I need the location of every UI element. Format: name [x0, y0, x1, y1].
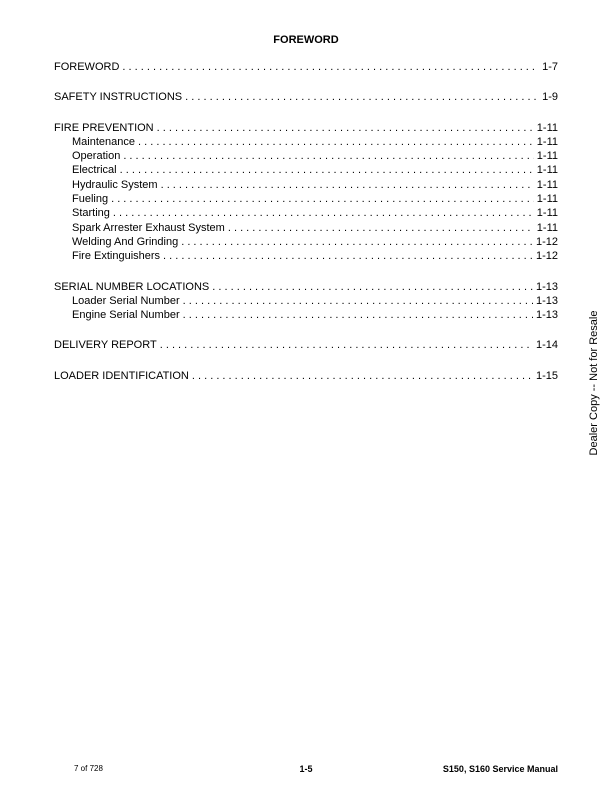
toc-subentry: [54, 149, 558, 163]
toc-subentry: [54, 294, 558, 308]
toc-dot-leader: [113, 206, 534, 220]
side-watermark-text: Dealer Copy -- Not for Resale: [588, 310, 600, 456]
toc-dot-leader: [123, 149, 533, 163]
toc-subentry: [54, 163, 558, 177]
toc-entry-label: Starting: [72, 207, 110, 220]
toc-entry-label: SERIAL NUMBER LOCATIONS: [54, 280, 210, 293]
toc-group: [54, 121, 558, 264]
toc-entry-page: 1-11: [536, 164, 558, 177]
toc-entry-page: 1-13: [535, 294, 558, 307]
toc-entry-page: 1-11: [536, 193, 558, 206]
toc-entry-label: LOADER IDENTIFICATION: [54, 369, 189, 382]
toc-dot-leader: [183, 308, 533, 322]
toc-dot-leader: [183, 294, 533, 308]
toc-subentry: [54, 135, 558, 149]
toc-entry-page: 1-12: [535, 235, 558, 248]
toc-entry-label: Electrical: [72, 164, 117, 177]
page-title: FOREWORD: [273, 34, 339, 46]
toc-entry-label: Welding And Grinding: [72, 235, 179, 248]
toc-entry-page: 1-13: [535, 309, 558, 322]
toc-group: [54, 90, 558, 104]
toc-entry-label: Loader Serial Number: [72, 294, 180, 307]
toc-entry-page: 1-13: [535, 280, 558, 293]
toc-entry-label: Maintenance: [72, 135, 135, 148]
toc-entry-page: 1-11: [536, 178, 558, 191]
toc-entry: [54, 338, 558, 352]
toc-entry: [54, 90, 558, 104]
toc-entry-label: FOREWORD: [54, 61, 120, 73]
toc-dot-leader: [192, 369, 533, 383]
toc-group: [54, 338, 558, 352]
toc-group: [54, 280, 558, 323]
footer-page-count: 7 of 728: [74, 764, 103, 773]
toc-entry: [54, 60, 558, 74]
toc-dot-leader: [120, 163, 534, 177]
toc-entry-label: DELIVERY REPORT: [54, 339, 157, 352]
toc-dot-leader: [185, 90, 539, 104]
toc-entry-page: 1-14: [535, 339, 558, 352]
toc-entry-page: 1-11: [536, 207, 558, 220]
toc-subentry: [54, 235, 558, 249]
toc-dot-leader: [163, 249, 533, 263]
toc-dot-leader: [111, 192, 534, 206]
toc-subentry: [54, 249, 558, 263]
footer-manual-title: S150, S160 Service Manual: [442, 764, 558, 774]
toc-entry-label: Operation: [72, 150, 121, 163]
toc-dot-leader: [181, 235, 533, 249]
toc-entry-label: SAFETY INSTRUCTIONS: [54, 91, 183, 104]
toc-entry-page: 1-15: [535, 369, 558, 382]
toc-subentry: [54, 308, 558, 322]
toc-dot-leader: [160, 338, 533, 352]
toc-entry-page: 1-11: [536, 121, 558, 134]
toc-entry-label: Hydraulic System: [72, 178, 158, 191]
toc-group: [54, 60, 558, 74]
toc-entry-page: 1-11: [536, 221, 558, 234]
toc-entry-page: 1-11: [536, 135, 558, 148]
toc-entry-page: 1-9: [542, 91, 558, 104]
toc-dot-leader: [228, 221, 534, 235]
toc-entry-label: Fire Extinguishers: [72, 250, 161, 263]
toc-entry-label: Spark Arrester Exhaust System: [72, 221, 225, 234]
toc-subentry: [54, 221, 558, 235]
toc-dot-leader: [161, 178, 534, 192]
toc-dot-leader: [157, 121, 534, 135]
toc-group: [54, 369, 558, 383]
toc-entry-label: FIRE PREVENTION: [54, 121, 154, 134]
toc-entry: [54, 369, 558, 383]
toc-dot-leader: [138, 135, 534, 149]
toc-entry-page: 1-12: [535, 250, 558, 263]
toc-subentry: [54, 206, 558, 220]
toc-entry-label: Engine Serial Number: [72, 309, 180, 322]
toc-subentry: [54, 192, 558, 206]
toc-entry: [54, 121, 558, 135]
toc-entry-page: 1-11: [536, 150, 558, 163]
toc-entry: [54, 280, 558, 294]
toc-dot-leader: [212, 280, 533, 294]
toc-dot-leader: [122, 60, 539, 74]
table-of-contents: [54, 60, 558, 399]
toc-entry-page: 1-7: [542, 61, 558, 73]
footer-page-number: 1-5: [299, 764, 313, 774]
toc-entry-label: Fueling: [72, 193, 109, 206]
toc-subentry: [54, 178, 558, 192]
